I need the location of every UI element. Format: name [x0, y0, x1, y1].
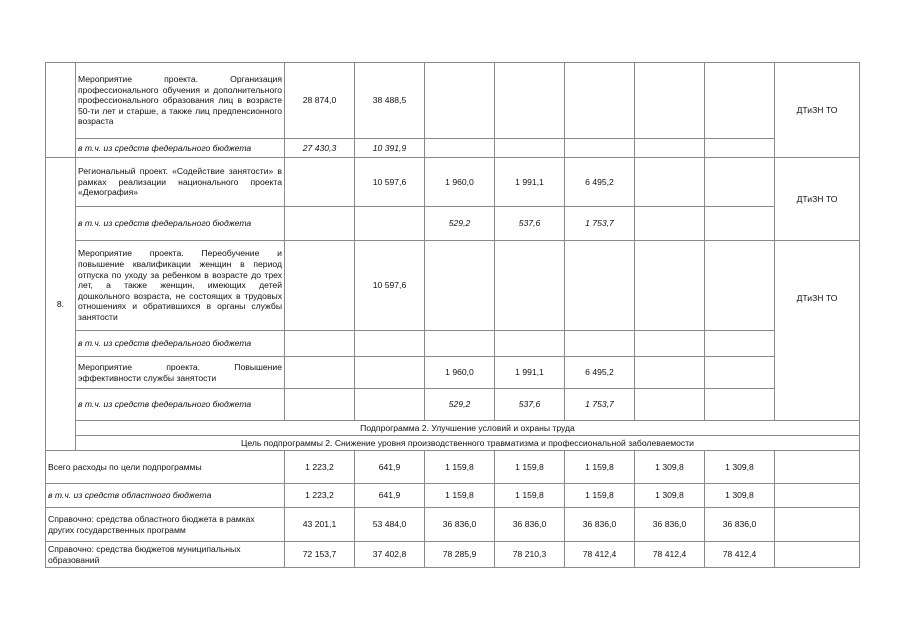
- value-cell: [635, 241, 705, 331]
- regional-funds-label: в т.ч. из средств областного бюджета: [46, 484, 285, 508]
- federal-funds-label: в т.ч. из средств федерального бюджета: [76, 207, 285, 241]
- responsible-cell: ДТиЗН ТО: [775, 241, 860, 421]
- table-row: [46, 436, 860, 451]
- table-row: [46, 139, 860, 158]
- value-cell: 1 960,0: [425, 158, 495, 207]
- value-cell: [775, 508, 860, 542]
- responsible-cell: ДТиЗН ТО: [775, 63, 860, 158]
- value-cell: [285, 158, 355, 207]
- value-cell: [705, 331, 775, 357]
- value-cell: [425, 241, 495, 331]
- value-cell: [635, 139, 705, 158]
- value-cell: [495, 63, 565, 139]
- value-cell: [705, 158, 775, 207]
- value-cell: [705, 207, 775, 241]
- value-cell: [495, 331, 565, 357]
- value-cell: 537,6: [495, 389, 565, 421]
- row-index: 8.: [46, 158, 76, 451]
- table-row: [46, 357, 860, 389]
- value-cell: 641,9: [355, 484, 425, 508]
- value-cell: [565, 63, 635, 139]
- value-cell: 10 597,6: [355, 158, 425, 207]
- value-cell: 1 159,8: [565, 484, 635, 508]
- value-cell: 27 430,3: [285, 139, 355, 158]
- value-cell: 641,9: [355, 451, 425, 484]
- value-cell: 36 836,0: [565, 508, 635, 542]
- subprogram-title: Подпрограмма 2. Улучшение условий и охраны труда: [76, 421, 860, 436]
- reference-label: Справочно: средства областного бюджета в рамках других государственных программ: [46, 508, 285, 542]
- value-cell: 1 159,8: [495, 451, 565, 484]
- value-cell: 78 412,4: [705, 542, 775, 568]
- value-cell: [635, 389, 705, 421]
- value-cell: [635, 207, 705, 241]
- value-cell: 1 159,8: [495, 484, 565, 508]
- value-cell: 78 210,3: [495, 542, 565, 568]
- value-cell: [425, 331, 495, 357]
- value-cell: 1 223,2: [285, 451, 355, 484]
- value-cell: [775, 542, 860, 568]
- value-cell: 1 159,8: [425, 484, 495, 508]
- subprogram-goal: Цель подпрограммы 2. Снижение уровня производственного травматизма и профессиональной заболеваемости: [76, 436, 860, 451]
- value-cell: 1 309,8: [705, 484, 775, 508]
- table-row: [46, 389, 860, 421]
- value-cell: [355, 331, 425, 357]
- value-cell: [285, 331, 355, 357]
- budget-table: [45, 62, 860, 568]
- total-label: Всего расходы по цели подпрограммы: [46, 451, 285, 484]
- value-cell: [565, 241, 635, 331]
- value-cell: 1 223,2: [285, 484, 355, 508]
- value-cell: [705, 357, 775, 389]
- value-cell: 36 836,0: [495, 508, 565, 542]
- value-cell: 38 488,5: [355, 63, 425, 139]
- value-cell: [285, 389, 355, 421]
- value-cell: 78 412,4: [565, 542, 635, 568]
- value-cell: [355, 207, 425, 241]
- value-cell: 36 836,0: [635, 508, 705, 542]
- value-cell: [565, 331, 635, 357]
- value-cell: [705, 63, 775, 139]
- value-cell: [285, 357, 355, 389]
- table-row: [46, 451, 860, 484]
- value-cell: 1 309,8: [635, 484, 705, 508]
- table-row: [46, 63, 860, 139]
- value-cell: 36 836,0: [705, 508, 775, 542]
- table-row: [46, 542, 860, 568]
- value-cell: 537,6: [495, 207, 565, 241]
- value-cell: [705, 139, 775, 158]
- value-cell: [705, 241, 775, 331]
- value-cell: 1 991,1: [495, 158, 565, 207]
- value-cell: [495, 241, 565, 331]
- table-row: [46, 241, 860, 331]
- table-row: [46, 207, 860, 241]
- value-cell: [635, 331, 705, 357]
- federal-funds-label: в т.ч. из средств федерального бюджета: [76, 331, 285, 357]
- table-row: [46, 158, 860, 207]
- table-row: [46, 484, 860, 508]
- value-cell: 529,2: [425, 389, 495, 421]
- value-cell: [425, 63, 495, 139]
- value-cell: 1 159,8: [565, 451, 635, 484]
- value-cell: 53 484,0: [355, 508, 425, 542]
- value-cell: [285, 241, 355, 331]
- federal-funds-label: в т.ч. из средств федерального бюджета: [76, 389, 285, 421]
- value-cell: [355, 389, 425, 421]
- index-cell-empty: [46, 63, 76, 158]
- activity-description: Региональный проект. «Содействие занятости» в рамках реализации национального проекта «Демография»: [76, 158, 285, 207]
- value-cell: [495, 139, 565, 158]
- table-row: [46, 421, 860, 436]
- value-cell: [705, 389, 775, 421]
- reference-label: Справочно: средства бюджетов муниципальных образований: [46, 542, 285, 568]
- value-cell: 72 153,7: [285, 542, 355, 568]
- value-cell: [355, 357, 425, 389]
- value-cell: 1 309,8: [635, 451, 705, 484]
- value-cell: 6 495,2: [565, 158, 635, 207]
- value-cell: [285, 207, 355, 241]
- value-cell: [635, 158, 705, 207]
- activity-description: Мероприятие проекта. Переобучение и повышение квалификации женщин в период отпуска по уходу за ребенком в возрасте до трех лет, а также женщин, имеющих детей дошкольного возраста, не состоящих в трудовых отношениях и обратившихся в органы службы занятости: [76, 241, 285, 331]
- value-cell: 78 412,4: [635, 542, 705, 568]
- responsible-cell: ДТиЗН ТО: [775, 158, 860, 241]
- value-cell: 78 285,9: [425, 542, 495, 568]
- value-cell: 1 753,7: [565, 389, 635, 421]
- value-cell: [565, 139, 635, 158]
- value-cell: [635, 357, 705, 389]
- value-cell: 1 159,8: [425, 451, 495, 484]
- value-cell: 10 597,6: [355, 241, 425, 331]
- value-cell: 10 391,9: [355, 139, 425, 158]
- value-cell: [425, 139, 495, 158]
- value-cell: 1 991,1: [495, 357, 565, 389]
- table-row: [46, 331, 860, 357]
- value-cell: 1 753,7: [565, 207, 635, 241]
- activity-description: Мероприятие проекта. Организация профессионального обучения и дополнительного профессионального образования лиц в возрасте 50-ти лет и старше, а также лиц предпенсионного возраста: [76, 63, 285, 139]
- value-cell: 529,2: [425, 207, 495, 241]
- activity-description: Мероприятие проекта. Повышение эффективности службы занятости: [76, 357, 285, 389]
- value-cell: 43 201,1: [285, 508, 355, 542]
- value-cell: 36 836,0: [425, 508, 495, 542]
- value-cell: 1 960,0: [425, 357, 495, 389]
- federal-funds-label: в т.ч. из средств федерального бюджета: [76, 139, 285, 158]
- value-cell: [775, 484, 860, 508]
- value-cell: 1 309,8: [705, 451, 775, 484]
- value-cell: 6 495,2: [565, 357, 635, 389]
- value-cell: 37 402,8: [355, 542, 425, 568]
- value-cell: [635, 63, 705, 139]
- table-row: [46, 508, 860, 542]
- value-cell: [775, 451, 860, 484]
- value-cell: 28 874,0: [285, 63, 355, 139]
